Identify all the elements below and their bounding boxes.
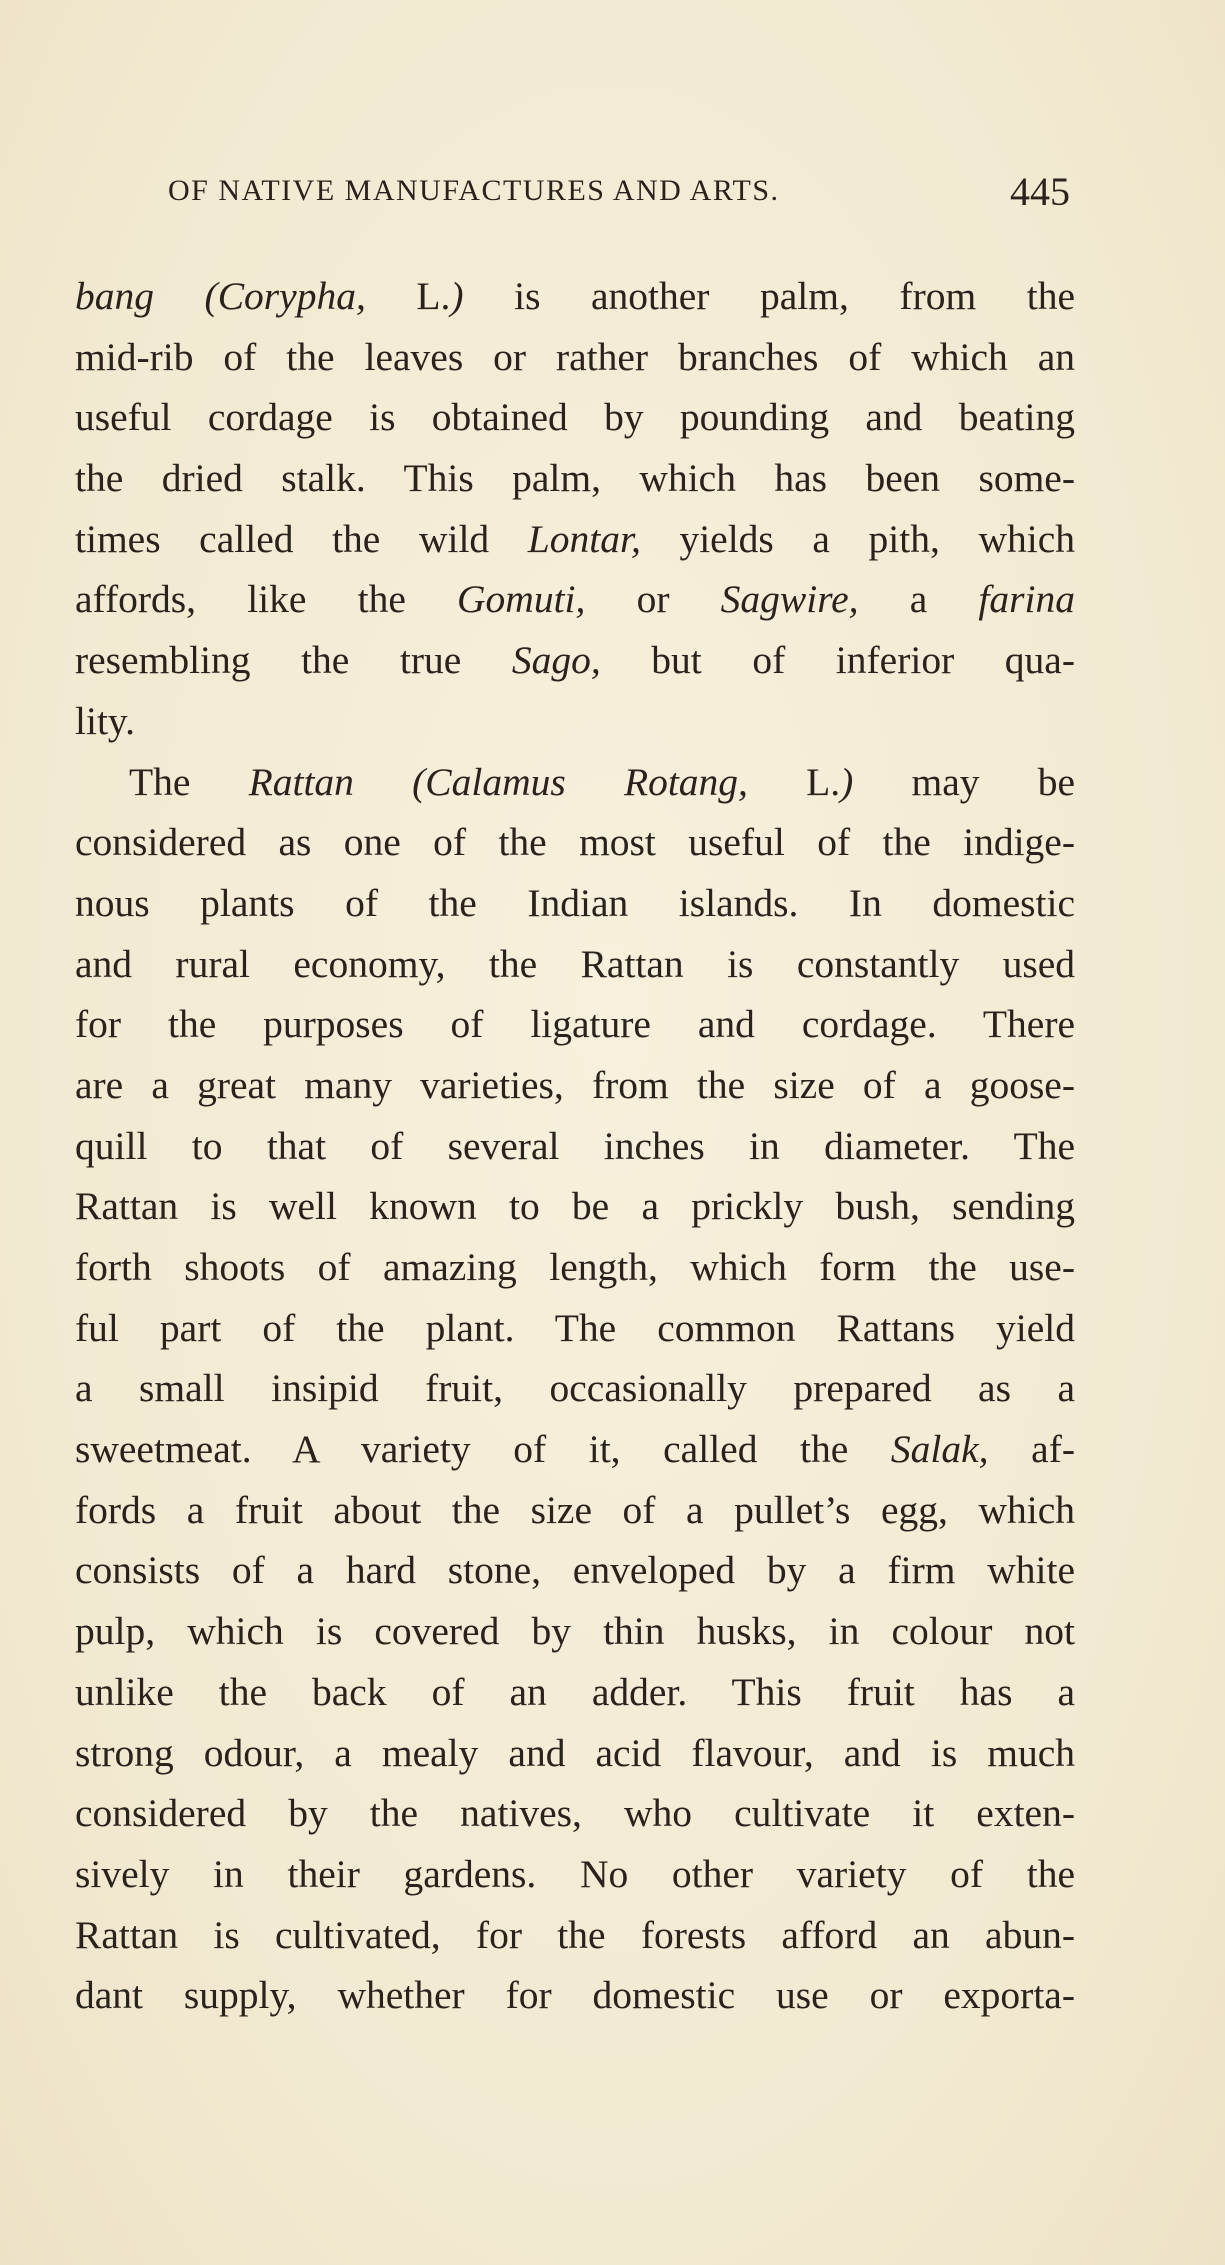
text-line xyxy=(75,812,1075,873)
text-line xyxy=(75,1419,1075,1480)
text-segment: forth shoots of amazing length, which form the use- xyxy=(75,1245,1075,1289)
text-line xyxy=(75,1176,1075,1237)
text-line xyxy=(75,1540,1075,1601)
text-segment: and rural economy, the Rattan is constantly used xyxy=(75,941,1075,986)
text-segment: af- xyxy=(988,1427,1075,1472)
text-segment: L. xyxy=(747,759,841,804)
text-segment: consists of a hard stone, enveloped by a firm white xyxy=(75,1548,1075,1593)
text-segment: the dried stalk. This palm, which has been some- xyxy=(75,456,1075,501)
text-line xyxy=(75,266,1075,327)
text-segment: fords a fruit about the size of a pullet’s egg, which xyxy=(75,1487,1075,1532)
text-segment: yields a pith, which xyxy=(640,516,1075,561)
text-line xyxy=(75,1844,1075,1905)
text-segment: useful cordage is obtained by pounding and beating xyxy=(75,395,1075,440)
text-segment: dant supply, whether for domestic use or exporta- xyxy=(75,1973,1075,2018)
text-line xyxy=(75,1965,1075,2026)
running-head-title: OF NATIVE MANUFACTURES AND ARTS. xyxy=(168,174,780,207)
text-line xyxy=(75,691,1075,752)
text-line xyxy=(75,1055,1075,1116)
text-line xyxy=(75,1723,1075,1784)
text-line xyxy=(75,1783,1075,1844)
text-segment: nous plants of the Indian islands. In domestic xyxy=(75,880,1075,925)
text-segment: L. xyxy=(365,274,451,318)
text-segment: sweetmeat. A variety of it, called the xyxy=(75,1427,891,1472)
text-line xyxy=(75,1298,1075,1359)
italic-text: ) xyxy=(840,759,854,804)
text-segment: or xyxy=(585,577,721,622)
text-line xyxy=(75,1662,1075,1723)
text-segment: may be xyxy=(853,759,1075,804)
text-segment: for the purposes of ligature and cordage. There xyxy=(75,1002,1075,1047)
text-line xyxy=(75,569,1075,630)
italic-text: Sago, xyxy=(511,638,601,683)
text-segment: affords, like the xyxy=(75,577,458,622)
italic-text: Sagwire, xyxy=(720,577,859,622)
text-line xyxy=(75,509,1075,570)
text-segment: is another palm, from the xyxy=(463,274,1075,318)
text-segment: strong odour, a mealy and acid flavour, and is much xyxy=(75,1730,1075,1775)
text-segment: a xyxy=(858,577,979,622)
text-segment: lity. xyxy=(75,698,135,743)
italic-text: bang (Corypha, xyxy=(75,274,366,318)
text-line xyxy=(75,994,1075,1055)
text-segment: considered by the natives, who cultivate it exten- xyxy=(75,1791,1075,1836)
page-number: 445 xyxy=(1010,169,1070,214)
text-segment: ful part of the plant. The common Rattans yield xyxy=(75,1305,1075,1350)
text-segment: times called the wild xyxy=(75,516,528,561)
text-segment: mid-rib of the leaves or rather branches of which an xyxy=(75,334,1075,379)
text-segment: considered as one of the most useful of the indige- xyxy=(75,820,1075,865)
text-line xyxy=(75,630,1075,691)
text-line xyxy=(75,1237,1075,1298)
text-line xyxy=(75,752,1075,813)
text-line xyxy=(75,934,1075,995)
text-segment: quill to that of several inches in diameter. The xyxy=(75,1123,1075,1168)
text-segment: sively in their gardens. No other variety of the xyxy=(75,1851,1075,1896)
body-text xyxy=(75,266,1075,2026)
text-line xyxy=(75,327,1075,388)
text-segment: a small insipid fruit, occasionally prepared as a xyxy=(75,1366,1075,1411)
text-segment: unlike the back of an adder. This fruit has a xyxy=(75,1669,1075,1714)
italic-text: Gomuti, xyxy=(457,577,586,622)
text-segment: pulp, which is covered by thin husks, in colour not xyxy=(75,1609,1075,1654)
text-segment: Rattan is well known to be a prickly bush, sending xyxy=(75,1184,1075,1229)
running-head xyxy=(168,168,1068,214)
text-segment: but of inferior qua- xyxy=(600,638,1075,683)
text-line xyxy=(75,448,1075,509)
italic-text: ) xyxy=(450,274,464,318)
text-segment: Rattan is cultivated, for the forests afford an abun- xyxy=(75,1912,1075,1957)
text-line xyxy=(75,873,1075,934)
text-line xyxy=(75,1905,1075,1966)
italic-text: Salak, xyxy=(890,1427,989,1472)
text-line xyxy=(75,387,1075,448)
italic-text: Lontar, xyxy=(527,516,641,561)
text-line xyxy=(75,1116,1075,1177)
text-line xyxy=(75,1358,1075,1419)
text-segment: resembling the true xyxy=(75,638,512,683)
text-line xyxy=(75,1480,1075,1541)
text-segment: The xyxy=(129,759,249,804)
italic-text: farina xyxy=(978,577,1075,622)
italic-text: Rattan (Calamus Rotang, xyxy=(248,759,748,804)
text-segment: are a great many varieties, from the size of a goose- xyxy=(75,1062,1075,1107)
text-line xyxy=(75,1601,1075,1662)
